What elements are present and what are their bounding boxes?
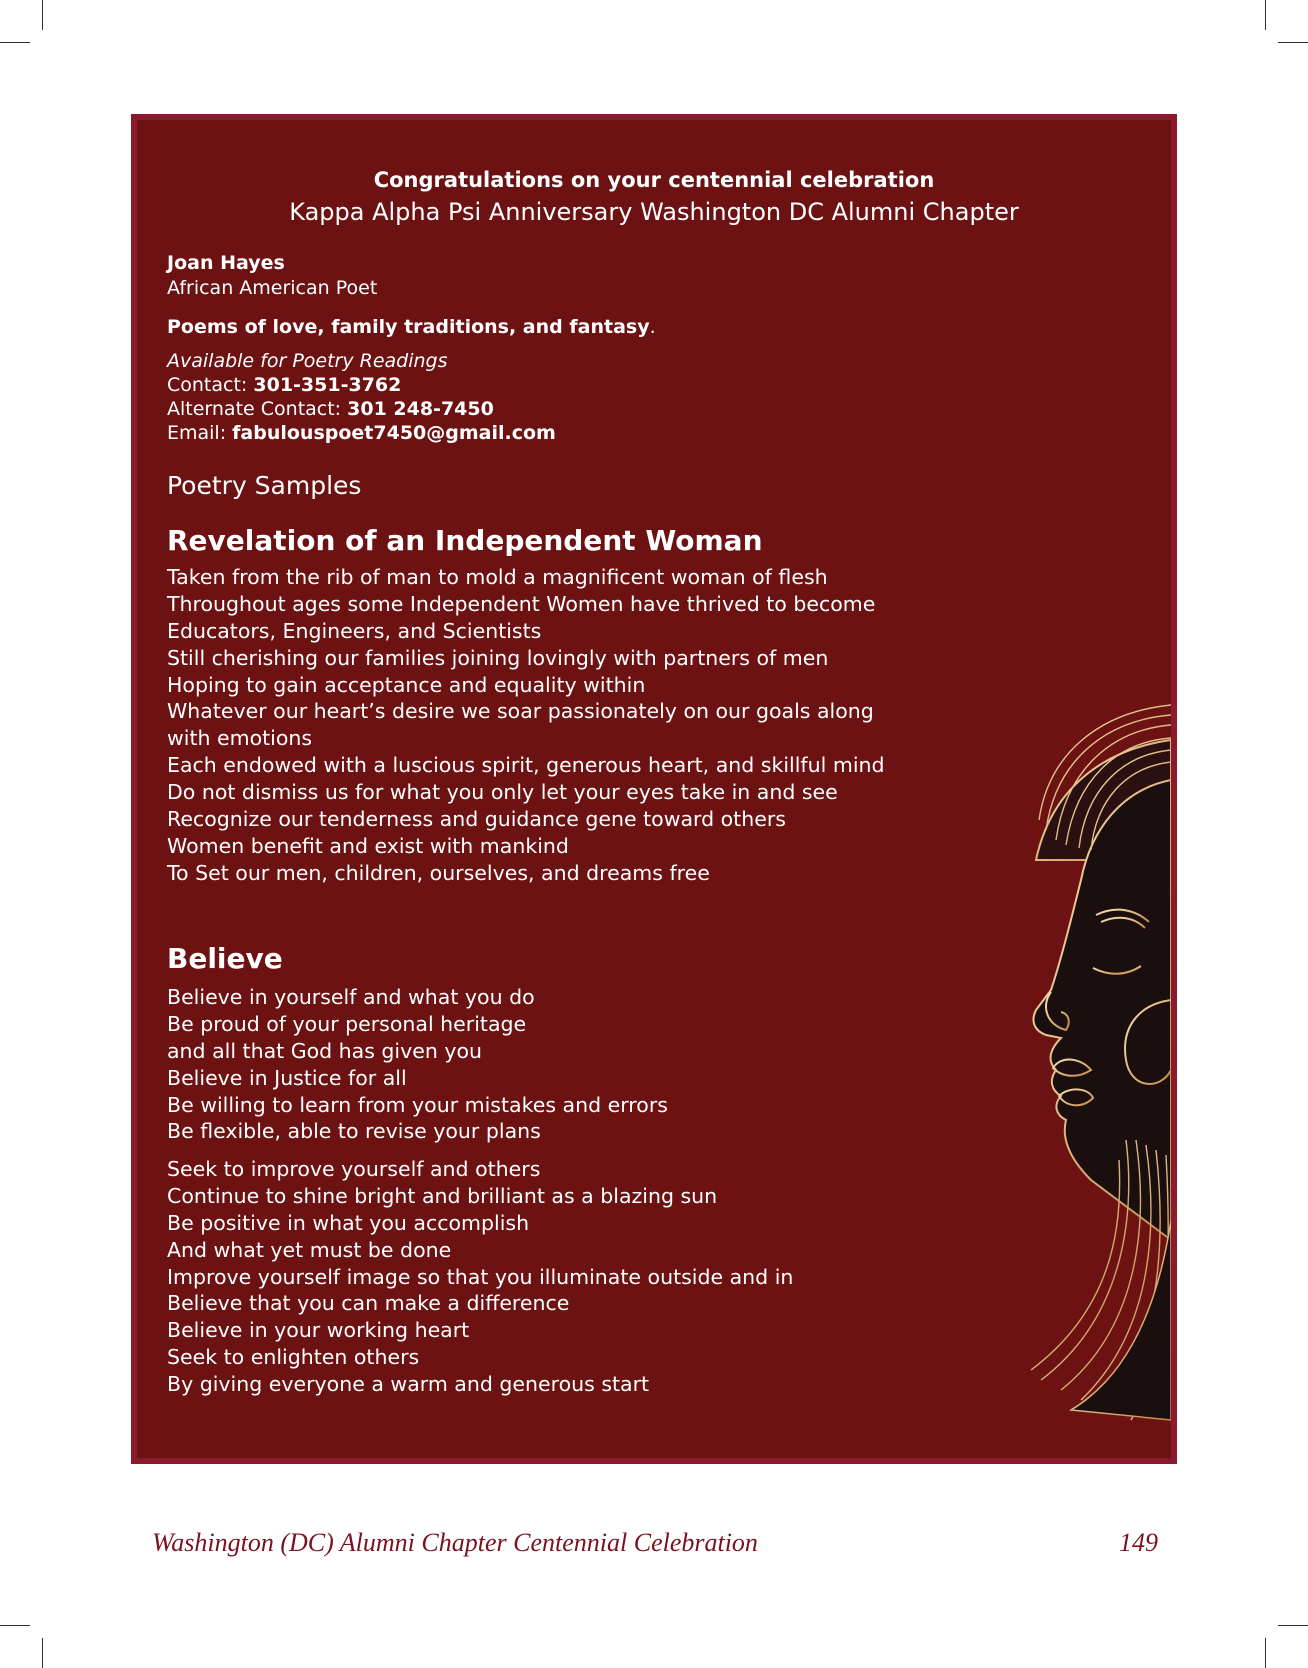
poet-title: African American Poet xyxy=(167,277,378,299)
alternate-contact-line xyxy=(167,398,494,420)
poem-line: Continue to shine bright and brilliant as a blazing sun xyxy=(167,1183,718,1208)
crop-mark xyxy=(1278,1625,1308,1626)
contact-line xyxy=(167,374,401,396)
alternate-contact-phone: 301 248-7450 xyxy=(347,398,494,420)
tagline-text: Poems of love, family traditions, and fantasy xyxy=(167,316,650,338)
woman-profile-illustration xyxy=(921,620,1171,1440)
contact-label: Contact: xyxy=(167,374,254,396)
poem-line: Still cherishing our families joining lovingly with partners of men xyxy=(167,645,829,670)
poem-line: Be willing to learn from your mistakes and errors xyxy=(167,1092,668,1117)
crop-mark xyxy=(42,0,43,30)
advertisement-panel xyxy=(131,114,1177,1464)
congratulations-heading: Congratulations on your centennial celebration xyxy=(373,168,935,192)
alternate-contact-label: Alternate Contact: xyxy=(167,398,348,420)
poem-line: Women benefit and exist with mankind xyxy=(167,833,569,858)
poet-tagline xyxy=(167,316,656,338)
poem-line: To Set our men, children, ourselves, and dreams free xyxy=(167,860,710,885)
poem-line: Throughout ages some Independent Women have thrived to become xyxy=(167,591,876,616)
email-label: Email: xyxy=(167,422,233,444)
poem-line: Believe in Justice for all xyxy=(167,1065,407,1090)
poem-line: Educators, Engineers, and Scientists xyxy=(167,618,542,643)
email-line xyxy=(167,422,556,444)
crop-mark xyxy=(0,1625,30,1626)
poem-line: By giving everyone a warm and generous start xyxy=(167,1372,650,1397)
availability-note: Available for Poetry Readings xyxy=(167,350,448,372)
poetry-samples-heading: Poetry Samples xyxy=(167,471,362,500)
poet-name: Joan Hayes xyxy=(167,252,285,274)
poem-line: Taken from the rib of man to mold a magnificent woman of flesh xyxy=(167,565,828,589)
chapter-subheading: Kappa Alpha Psi Anniversary Washington DC Alumni Chapter xyxy=(289,198,1019,226)
poem-line: Each endowed with a luscious spirit, generous heart, and skillful mind xyxy=(167,753,885,778)
crop-mark xyxy=(0,42,30,43)
poem-line: Be proud of your personal heritage xyxy=(167,1011,527,1036)
poem-line: Believe in yourself and what you do xyxy=(167,985,535,1009)
page-number: 149 xyxy=(1119,1528,1158,1557)
poem-line: Be positive in what you accomplish xyxy=(167,1210,530,1235)
publication-footer: Washington (DC) Alumni Chapter Centennial Celebration xyxy=(152,1528,758,1557)
poem-stanza xyxy=(167,984,668,1145)
poem-line: Improve yourself image so that you illuminate outside and in xyxy=(167,1264,794,1289)
poem-title: Believe xyxy=(167,942,283,975)
poem-line: and all that God has given you xyxy=(167,1038,483,1063)
crop-mark xyxy=(1265,1638,1266,1668)
email-address: fabulouspoet7450@gmail.com xyxy=(232,422,556,444)
poem-line: Seek to enlighten others xyxy=(167,1345,420,1370)
poem-line: Do not dismiss us for what you only let your eyes take in and see xyxy=(167,780,838,805)
contact-phone: 301-351-3762 xyxy=(253,374,402,396)
poem-line: Hoping to gain acceptance and equality within xyxy=(167,672,646,697)
poem-stanza xyxy=(167,1156,793,1398)
poem-line: And what yet must be done xyxy=(167,1237,452,1262)
crop-mark xyxy=(42,1638,43,1668)
poem-line: Be flexible, able to revise your plans xyxy=(167,1119,541,1144)
poem-line: Believe in your working heart xyxy=(167,1318,470,1343)
poem-body xyxy=(167,564,885,887)
poem-line: with emotions xyxy=(167,726,313,751)
poem-line: Believe that you can make a difference xyxy=(167,1291,570,1316)
crop-mark xyxy=(1278,42,1308,43)
poem-line: Recognize our tenderness and guidance gene toward others xyxy=(167,807,786,832)
crop-mark xyxy=(1265,0,1266,30)
tagline-period: . xyxy=(649,316,656,338)
poem-line: Seek to improve yourself and others xyxy=(167,1157,541,1181)
poem-title: Revelation of an Independent Woman xyxy=(167,524,763,557)
poem-line: Whatever our heart’s desire we soar passionately on our goals along xyxy=(167,699,874,724)
